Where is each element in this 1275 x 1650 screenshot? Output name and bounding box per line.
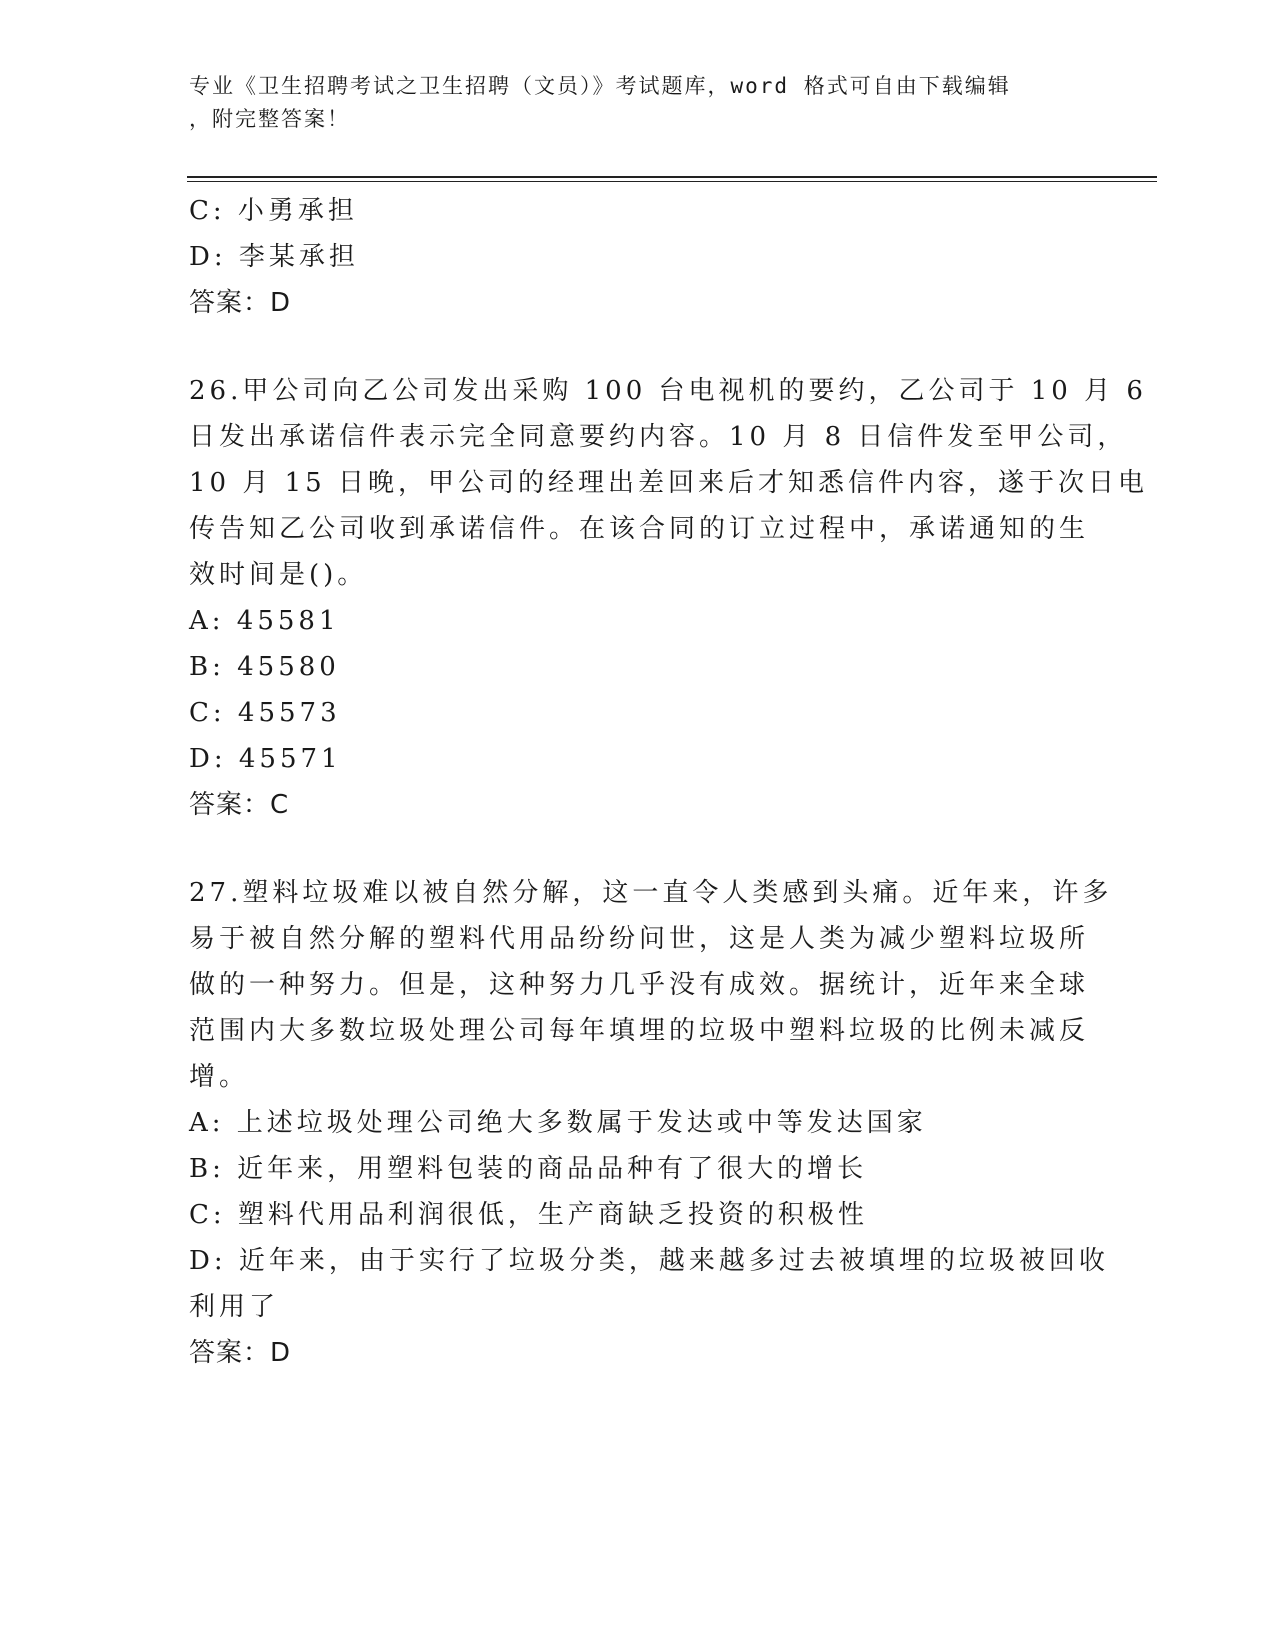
document-header (189, 70, 1089, 136)
question-27 (189, 870, 1113, 1376)
question-stem-line: 增。 (189, 1062, 250, 1092)
option-c: C: 45573 (189, 698, 341, 728)
question-stem-line: 26.甲公司向乙公司发出采购 100 台电视机的要约，乙公司于 10 月 6 (189, 376, 1147, 406)
option-d: D: 近年来，由于实行了垃圾分类，越来越多过去被填埋的垃圾被回收 (189, 1246, 1109, 1276)
question-stem-line: 日发出承诺信件表示完全同意要约内容。10 月 8 日信件发至甲公司， (189, 422, 1128, 452)
question-stem-line: 易于被自然分解的塑料代用品纷纷问世，这是人类为减少塑料垃圾所 (189, 924, 1090, 954)
header-line-1: 专业《卫生招聘考试之卫生招聘（文员）》考试题库，word 格式可自由下载编辑 (189, 74, 1011, 98)
answer-line: 答案：D (189, 288, 292, 318)
option-c: C: 塑料代用品利润很低，生产商缺乏投资的积极性 (189, 1200, 868, 1230)
option-d-continuation: 利用了 (189, 1292, 280, 1322)
question-stem-line: 传告知乙公司收到承诺信件。在该合同的订立过程中，承诺通知的生 (189, 514, 1090, 544)
answer-line: 答案：C (189, 790, 290, 820)
option-b: B: 近年来，用塑料包装的商品品种有了很大的增长 (189, 1154, 868, 1184)
option-a: A: 上述垃圾处理公司绝大多数属于发达或中等发达国家 (189, 1108, 927, 1138)
header-rule-thin (187, 181, 1157, 182)
spacer (189, 828, 1089, 870)
question-stem-line: 范围内大多数垃圾处理公司每年填埋的垃圾中塑料垃圾的比例未减反 (189, 1016, 1090, 1046)
header-rule-thick (187, 176, 1157, 178)
header-line-2: ，附完整答案！ (189, 107, 350, 131)
question-stem-line: 10 月 15 日晚，甲公司的经理出差回来后才知悉信件内容，遂于次日电 (189, 468, 1148, 498)
option-c: C: 小勇承担 (189, 196, 358, 226)
spacer (189, 326, 1089, 368)
option-b: B: 45580 (189, 652, 340, 682)
answer-line: 答案：D (189, 1338, 292, 1368)
question-stem-line: 做的一种努力。但是，这种努力几乎没有成效。据统计，近年来全球 (189, 970, 1090, 1000)
question-25-tail (189, 188, 1089, 326)
option-d: D: 45571 (189, 744, 342, 774)
option-a: A: 45581 (189, 606, 340, 636)
document-body (189, 188, 1148, 1376)
question-stem-line: 27.塑料垃圾难以被自然分解，这一直令人类感到头痛。近年来，许多 (189, 878, 1113, 908)
question-stem-line: 效时间是()。 (189, 560, 368, 590)
option-d: D: 李某承担 (189, 242, 359, 272)
question-26 (189, 368, 1148, 828)
